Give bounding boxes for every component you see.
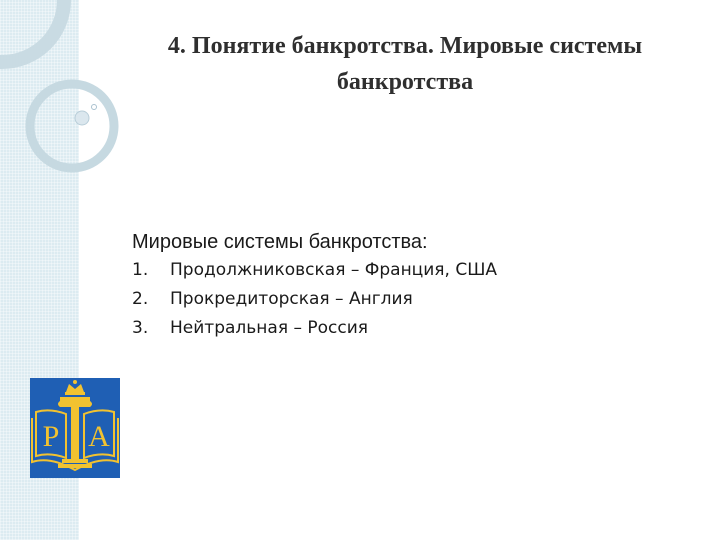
academy-logo bbox=[30, 378, 120, 478]
list-text: Прокредиторская – Англия bbox=[170, 289, 413, 309]
slide-content bbox=[132, 228, 692, 343]
svg-text:Р: Р bbox=[42, 420, 60, 453]
svg-text:А: А bbox=[88, 420, 110, 453]
list-number: 3. bbox=[132, 318, 149, 338]
content-heading: Мировые системы банкротства: bbox=[132, 231, 428, 253]
list-text: Нейтральная – Россия bbox=[170, 318, 368, 338]
list-number: 2. bbox=[132, 289, 149, 309]
list-number: 1. bbox=[132, 260, 149, 280]
list-text: Продолжниковская – Франция, США bbox=[170, 260, 498, 280]
list-item bbox=[132, 285, 692, 314]
slide-title: 4. Понятие банкротства. Мировые системы банкротства bbox=[167, 33, 643, 95]
list-item bbox=[132, 256, 692, 285]
list-item bbox=[132, 314, 692, 343]
decorative-circles bbox=[0, 0, 120, 190]
